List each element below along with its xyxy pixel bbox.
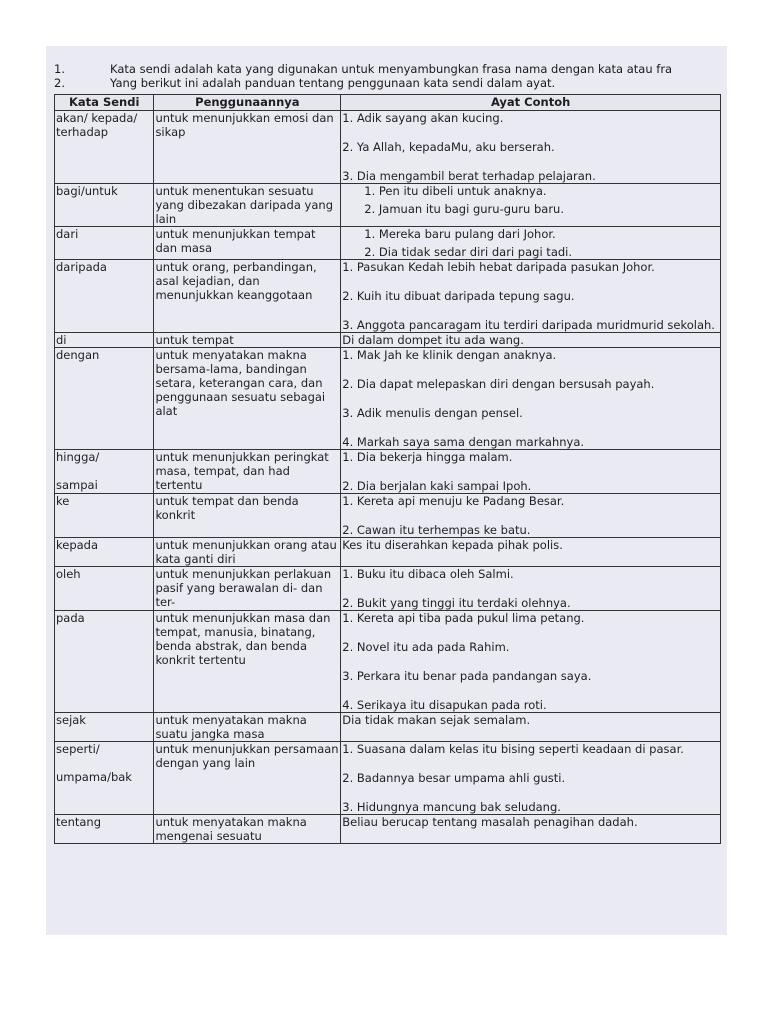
example-sentence: Kes itu diserahkan kepada pihak polis. — [342, 538, 563, 552]
kata-sendi-word: dengan — [56, 348, 100, 362]
example-sentence: 3. Perkara itu benar pada pandangan saya. — [342, 669, 592, 683]
kata-sendi-table — [54, 94, 721, 844]
example-sentence: 2. Cawan itu terhempas ke batu. — [342, 523, 531, 537]
example-sentence: 2. Dia tidak sedar diri dari pagi tadi. — [364, 245, 573, 259]
example-sentence: Beliau berucap tentang masalah penagihan dadah. — [342, 815, 638, 829]
example-sentence: 4. Markah saya sama dengan markahnya. — [342, 435, 585, 449]
ayat-contoh-cell — [341, 450, 721, 494]
table-row — [55, 494, 721, 538]
kata-sendi-word: seperti/ — [56, 742, 100, 756]
example-sentence: 3. Hidungnya mancung bak seludang. — [342, 800, 561, 814]
kata-sendi-word: pada — [56, 611, 85, 625]
example-sentence: 2. Dia dapat melepaskan diri dengan bersusah payah. — [342, 377, 655, 391]
table-row — [55, 184, 721, 227]
example-sentence: 1. Pen itu dibeli untuk anaknya. — [364, 184, 547, 198]
example-sentence: 2. Ya Allah, kepadaMu, aku berserah. — [342, 140, 555, 154]
example-sentence: 2. Kuih itu dibuat daripada tepung sagu. — [342, 289, 575, 303]
kata-sendi-word: hingga/ — [56, 450, 100, 464]
table-row — [55, 450, 721, 494]
ayat-contoh-cell — [341, 227, 721, 260]
penggunaan-cell: untuk tempat — [154, 333, 341, 348]
table-row — [55, 713, 721, 742]
table-row — [55, 348, 721, 450]
kata-sendi-cell — [55, 260, 154, 333]
example-sentence: 3. Anggota pancaragam itu terdiri daripada muridmurid sekolah. — [342, 318, 715, 332]
kata-sendi-cell — [55, 815, 154, 844]
ayat-contoh-cell — [341, 260, 721, 333]
ayat-contoh-cell — [341, 111, 721, 184]
kata-sendi-cell — [55, 184, 154, 227]
kata-sendi-word: sejak — [56, 713, 86, 727]
ayat-contoh-cell — [341, 815, 721, 844]
example-sentence: 4. Serikaya itu disapukan pada roti. — [342, 698, 547, 712]
kata-sendi-word: dari — [56, 227, 79, 241]
intro-list — [54, 62, 727, 90]
ayat-contoh-cell — [341, 348, 721, 450]
penggunaan-cell: untuk menyatakan makna bersama-lama, bandingan setara, keterangan cara, dan penggunaan sesuatu sebagai alat — [154, 348, 341, 450]
kata-sendi-word: tentang — [56, 815, 102, 829]
document-page — [46, 46, 727, 935]
kata-sendi-cell — [55, 333, 154, 348]
penggunaan-cell: untuk menunjukkan masa dan tempat, manusia, binatang, benda abstrak, dan benda konkrit tertentu — [154, 611, 341, 713]
table-row — [55, 815, 721, 844]
ayat-contoh-cell — [341, 333, 721, 348]
ayat-contoh-cell — [341, 538, 721, 567]
intro-number: 2. — [54, 76, 65, 90]
example-sentence: 1. Mereka baru pulang dari Johor. — [364, 227, 556, 241]
kata-sendi-word: bagi/untuk — [56, 184, 118, 198]
table-body — [55, 111, 721, 844]
penggunaan-cell: untuk menunjukkan orang atau kata ganti diri — [154, 538, 341, 567]
table-row — [55, 567, 721, 611]
table-row — [55, 742, 721, 815]
penggunaan-cell: untuk menunjukkan emosi dan sikap — [154, 111, 341, 184]
example-sentence: 2. Badannya besar umpama ahli gusti. — [342, 771, 566, 785]
kata-sendi-word: kepada — [56, 538, 99, 552]
penggunaan-cell: untuk tempat dan benda konkrit — [154, 494, 341, 538]
example-sentence: 1. Mak Jah ke klinik dengan anaknya. — [342, 348, 557, 362]
penggunaan-cell: untuk orang, perbandingan, asal kejadian, dan menunjukkan keanggotaan — [154, 260, 341, 333]
intro-text: Yang berikut ini adalah panduan tentang penggunaan kata sendi dalam ayat. — [110, 76, 556, 90]
example-sentence: 1. Kereta api tiba pada pukul lima petang. — [342, 611, 585, 625]
example-sentence: 1. Pasukan Kedah lebih hebat daripada pasukan Johor. — [342, 260, 655, 274]
kata-sendi-word: akan/ kepada/ — [56, 111, 138, 125]
kata-sendi-cell — [55, 450, 154, 494]
penggunaan-cell: untuk menunjukkan peringkat masa, tempat, dan had tertentu — [154, 450, 341, 494]
table-row — [55, 227, 721, 260]
kata-sendi-cell — [55, 494, 154, 538]
table-header-row — [55, 95, 721, 111]
kata-sendi-cell — [55, 227, 154, 260]
table-row — [55, 260, 721, 333]
kata-sendi-cell — [55, 713, 154, 742]
example-sentence: 1. Buku itu dibaca oleh Salmi. — [342, 567, 514, 581]
ayat-contoh-cell — [341, 184, 721, 227]
penggunaan-cell: untuk menunjukkan perlakuan pasif yang berawalan di- dan ter- — [154, 567, 341, 611]
kata-sendi-cell — [55, 348, 154, 450]
kata-sendi-cell — [55, 538, 154, 567]
ayat-contoh-cell — [341, 713, 721, 742]
header-ayat-contoh: Ayat Contoh — [341, 95, 721, 111]
intro-item — [54, 76, 727, 90]
penggunaan-cell: untuk menunjukkan persamaan dengan yang lain — [154, 742, 341, 815]
example-sentence: 1. Kereta api menuju ke Padang Besar. — [342, 494, 565, 508]
intro-text: Kata sendi adalah kata yang digunakan untuk menyambungkan frasa nama dengan kata atau fra — [110, 62, 673, 76]
ayat-contoh-cell — [341, 567, 721, 611]
example-sentence: 3. Dia mengambil berat terhadap pelajaran. — [342, 169, 596, 183]
example-sentence: 1. Adik sayang akan kucing. — [342, 111, 504, 125]
kata-sendi-word: oleh — [56, 567, 81, 581]
example-sentence: 2. Jamuan itu bagi guru-guru baru. — [364, 202, 564, 216]
intro-number: 1. — [54, 62, 65, 76]
example-sentence: Dia tidak makan sejak semalam. — [342, 713, 531, 727]
example-sentence: 1. Dia bekerja hingga malam. — [342, 450, 513, 464]
kata-sendi-word: terhadap — [56, 125, 109, 139]
table-row — [55, 538, 721, 567]
ayat-contoh-cell — [341, 742, 721, 815]
kata-sendi-cell — [55, 567, 154, 611]
header-kata-sendi: Kata Sendi — [55, 95, 154, 111]
penggunaan-cell: untuk menunjukkan tempat dan masa — [154, 227, 341, 260]
header-penggunaannya: Penggunaannya — [154, 95, 341, 111]
example-sentence: 3. Adik menulis dengan pensel. — [342, 406, 523, 420]
penggunaan-cell: untuk menentukan sesuatu yang dibezakan daripada yang lain — [154, 184, 341, 227]
penggunaan-cell: untuk menyatakan makna suatu jangka masa — [154, 713, 341, 742]
kata-sendi-cell — [55, 111, 154, 184]
example-sentence: 2. Novel itu ada pada Rahim. — [342, 640, 510, 654]
table-row — [55, 611, 721, 713]
example-sentence: Di dalam dompet itu ada wang. — [342, 333, 524, 347]
intro-item — [54, 62, 727, 76]
example-sentence: 2. Dia berjalan kaki sampai Ipoh. — [342, 479, 532, 493]
penggunaan-cell: untuk menyatakan makna mengenai sesuatu — [154, 815, 341, 844]
ayat-contoh-cell — [341, 611, 721, 713]
kata-sendi-word: ke — [56, 494, 70, 508]
table-row — [55, 333, 721, 348]
example-sentence: 2. Bukit yang tinggi itu terdaki olehnya. — [342, 596, 571, 610]
kata-sendi-word: daripada — [56, 260, 107, 274]
kata-sendi-word: umpama/bak — [56, 770, 132, 784]
kata-sendi-word: di — [56, 333, 67, 347]
kata-sendi-cell — [55, 611, 154, 713]
kata-sendi-word: sampai — [56, 478, 98, 492]
table-row — [55, 111, 721, 184]
example-sentence: 1. Suasana dalam kelas itu bising seperti keadaan di pasar. — [342, 742, 684, 756]
ayat-contoh-cell — [341, 494, 721, 538]
kata-sendi-cell — [55, 742, 154, 815]
